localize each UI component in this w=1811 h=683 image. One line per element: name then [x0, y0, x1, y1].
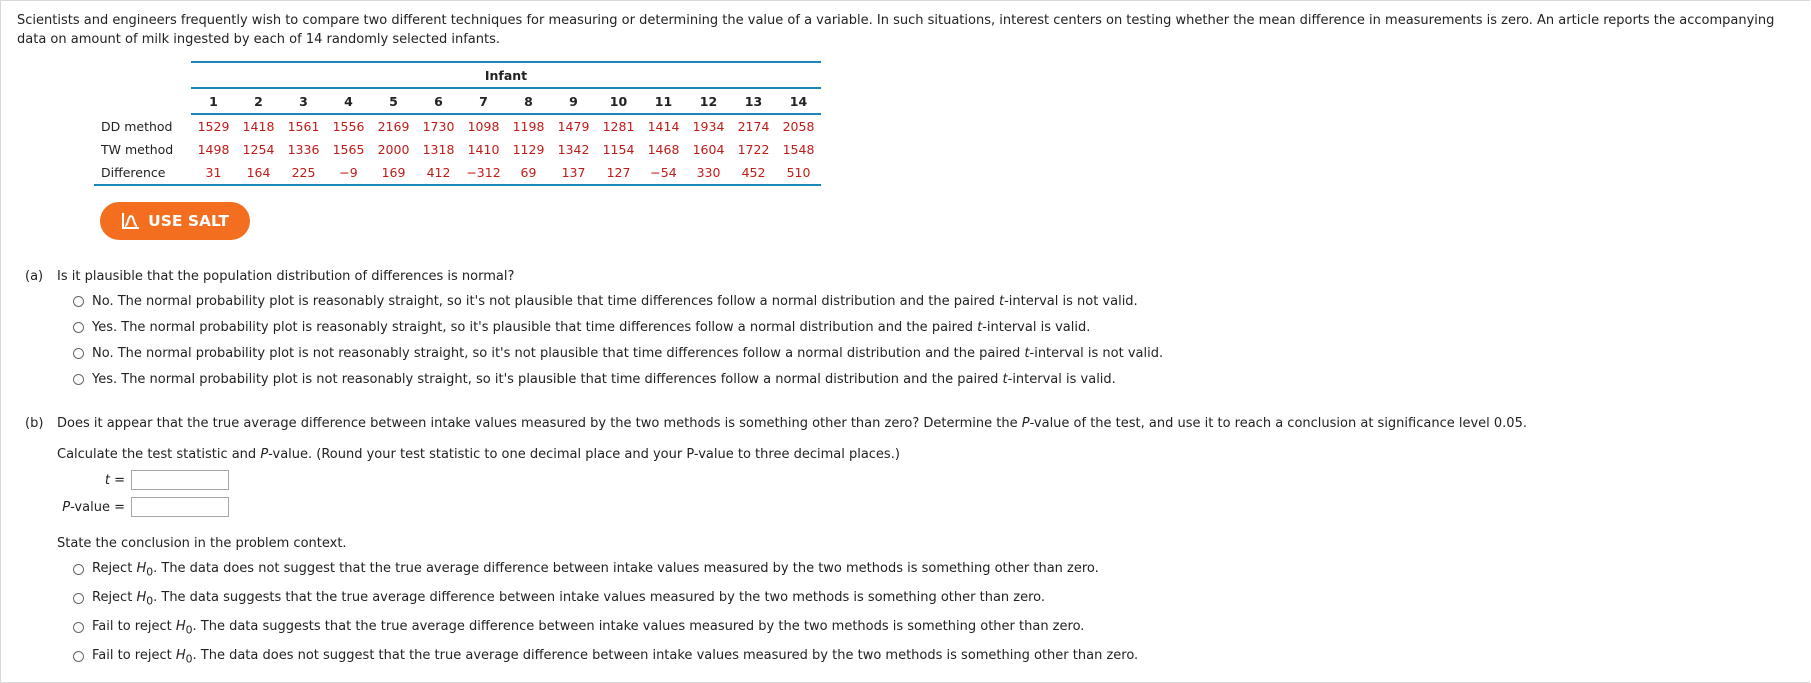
p-value-input[interactable]: [131, 497, 229, 517]
table-cell: 2174: [737, 119, 770, 134]
option-text: Reject $H_0$. The data suggests that the true average difference between intake values measured by the two methods is something other than zero.: [92, 590, 1046, 608]
use-salt-label: USE SALT: [148, 212, 229, 230]
radio-button[interactable]: [73, 322, 84, 333]
radio-button[interactable]: [73, 296, 84, 307]
radio-button[interactable]: [73, 348, 84, 359]
column-header: 7: [461, 88, 506, 114]
column-header: 9: [551, 88, 596, 114]
table-cell: 2169: [377, 119, 410, 134]
table-cell: 127: [596, 161, 641, 185]
table-cell: 1548: [782, 142, 815, 157]
option-text: Yes. The normal probability plot is reasonably straight, so it's plausible that time differences follow a normal distribution and the paired t-interval is valid.: [92, 320, 1091, 335]
row-label: DD method: [101, 118, 173, 134]
table-cell: 1556: [332, 119, 365, 134]
table-cell: 1529: [197, 119, 230, 134]
table-cell: 1154: [602, 142, 635, 157]
table-cell: 1604: [692, 142, 725, 157]
table-cell: 1565: [332, 142, 365, 157]
option-text: Fail to reject $H_0$. The data does not suggest that the true average difference between intake values measured by the two methods is something other than zero.: [92, 648, 1139, 666]
option-text: No. The normal probability plot is reasonably straight, so it's not plausible that time differences follow a normal distribution and the paired t-interval is not valid.: [92, 294, 1138, 309]
column-header: 1: [191, 88, 236, 114]
table-cell: 1479: [557, 119, 590, 134]
column-header: 4: [326, 88, 371, 114]
part-a-option-3[interactable]: [73, 346, 1163, 361]
table-cell: 412: [416, 161, 461, 185]
column-header: 2: [236, 88, 281, 114]
use-salt-button[interactable]: [100, 202, 250, 240]
part-a-label: (a): [25, 269, 44, 284]
table-cell: 1414: [647, 119, 680, 134]
option-text: Reject $H_0$. The data does not suggest that the true average difference between intake values measured by the two methods is something other than zero.: [92, 561, 1099, 579]
option-text: No. The normal probability plot is not reasonably straight, so it's not plausible that time differences follow a normal distribution and the paired t-interval is not valid.: [92, 346, 1164, 361]
table-cell: 1561: [287, 119, 320, 134]
radio-button[interactable]: [73, 593, 84, 604]
table-cell: 1281: [602, 119, 635, 134]
table-cell: 1342: [557, 142, 590, 157]
part-b-option-2[interactable]: [73, 590, 1045, 608]
option-text: Fail to reject $H_0$. The data suggests that the true average difference between intake values measured by the two methods is something other than zero.: [92, 619, 1085, 637]
part-a-option-1[interactable]: [73, 294, 1138, 309]
table-cell: 1410: [467, 142, 500, 157]
table-row-dd-method: [94, 114, 821, 138]
part-b-option-4[interactable]: [73, 648, 1138, 666]
table-cell: 452: [731, 161, 776, 185]
table-cell: 510: [776, 161, 821, 185]
radio-button[interactable]: [73, 564, 84, 575]
table-cell: 225: [281, 161, 326, 185]
table-row-tw-method: [94, 138, 821, 161]
column-header: 12: [686, 88, 731, 114]
part-b-option-3[interactable]: [73, 619, 1084, 637]
t-statistic-input[interactable]: [131, 470, 229, 490]
table-cell: −54: [641, 161, 686, 185]
table-cell: 1198: [512, 119, 545, 134]
table-cell: 2000: [377, 142, 410, 157]
column-header: 11: [641, 88, 686, 114]
part-a-option-2[interactable]: [73, 320, 1090, 335]
table-row-difference: [94, 161, 821, 185]
table-cell: 164: [236, 161, 281, 185]
part-b-label: (b): [25, 416, 44, 431]
radio-button[interactable]: [73, 651, 84, 662]
t-statistic-row: [57, 470, 229, 490]
part-b-option-1[interactable]: [73, 561, 1099, 579]
column-header: 8: [506, 88, 551, 114]
conclusion-prompt: State the conclusion in the problem context.: [57, 536, 347, 551]
radio-button[interactable]: [73, 374, 84, 385]
table-cell: 1730: [422, 119, 455, 134]
column-header: 14: [776, 88, 821, 114]
table-cell: 330: [686, 161, 731, 185]
table-cell: 137: [551, 161, 596, 185]
table-cell: 1498: [197, 142, 230, 157]
radio-button[interactable]: [73, 622, 84, 633]
part-a-option-4[interactable]: [73, 372, 1116, 387]
table-cell: 31: [191, 161, 236, 185]
table-cell: 1468: [647, 142, 680, 157]
part-b-question: Does it appear that the true average difference between intake values measured by the two methods is something other than zero? Determine the P-value of the test, and use it to reach a conclusion at significance level 0.05.: [57, 416, 1527, 431]
table-cell: 69: [506, 161, 551, 185]
salt-chart-icon: [121, 212, 141, 230]
column-header: 13: [731, 88, 776, 114]
table-cell: 1722: [737, 142, 770, 157]
t-label: t =: [104, 472, 125, 488]
table-cell: −312: [461, 161, 506, 185]
calculate-instruction: Calculate the test statistic and P-value. (Round your test statistic to one decimal place and your P-value to three decimal places.): [57, 447, 900, 462]
column-header: 6: [416, 88, 461, 114]
table-column-header-row: [94, 88, 821, 114]
table-cell: 169: [371, 161, 416, 185]
problem-intro: Scientists and engineers frequently wish to compare two different techniques for measuring or determining the value of a variable. In such situations, interest centers on testing whether the mean difference in measurements is zero. An article reports the accompanying data on amount of milk ingested by each of 14 randomly selected infants.: [17, 13, 1775, 47]
table-cell: 1318: [422, 142, 455, 157]
column-header: 10: [596, 88, 641, 114]
table-group-header-row: [94, 62, 821, 88]
option-text: Yes. The normal probability plot is not reasonably straight, so it's plausible that time differences follow a normal distribution and the paired t-interval is valid.: [92, 372, 1116, 387]
table-cell: 2058: [782, 119, 815, 134]
column-header: 5: [371, 88, 416, 114]
p-value-row: [57, 497, 229, 517]
table-cell: 1418: [242, 119, 275, 134]
row-label: Difference: [94, 161, 191, 185]
table-cell: −9: [326, 161, 371, 185]
data-table: [94, 61, 821, 186]
table-cell: 1254: [242, 142, 275, 157]
row-label: TW method: [101, 142, 174, 157]
table-cell: 1336: [287, 142, 320, 157]
infant-header: Infant: [191, 62, 821, 88]
table-cell: 1129: [512, 142, 545, 157]
table-cell: 1934: [692, 119, 725, 134]
p-value-label: P-value =: [62, 499, 125, 515]
part-a-question: Is it plausible that the population distribution of differences is normal?: [57, 269, 515, 284]
table-cell: 1098: [467, 119, 500, 134]
column-header: 3: [281, 88, 326, 114]
